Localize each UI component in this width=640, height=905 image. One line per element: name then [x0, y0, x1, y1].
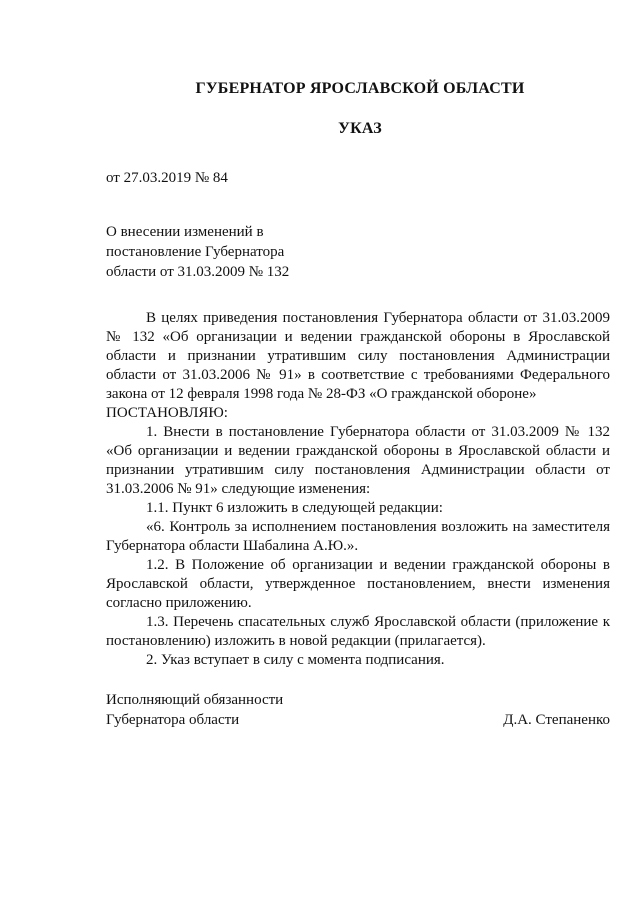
clause-1-2: 1.2. В Положение об организации и ведении гражданской обороны в Ярославской области, утвержденное постановлением, внести изменения согласно приложению.	[106, 557, 610, 611]
subject-block	[106, 222, 289, 282]
authority-title: ГУБЕРНАТОР ЯРОСЛАВСКОЙ ОБЛАСТИ	[195, 80, 525, 97]
clause-1: 1. Внести в постановление Губернатора области от 31.03.2009 № 132 «Об организации и ведении гражданской обороны в Ярославской области и признании утратившим силу постановления Администрации области от 31.03.2006 № 91» следующие изменения:	[106, 424, 610, 497]
subject-line: О внесении изменений в	[106, 224, 264, 240]
preamble-paragraph: В целях приведения постановления Губернатора области от 31.03.2009 № 132 «Об организации и ведении гражданской обороны в Ярославской области и признании утратившим силу постановления Администрации области от 31.03.2006 № 91» в соответствие с требованиями Федерального закона от 12 февраля 1998 года № 28-ФЗ «О гражданской обороне»	[106, 310, 610, 402]
signatory-position-line1: Исполняющий обязанности	[106, 692, 284, 708]
signature-block	[106, 690, 610, 730]
document-type-title: УКАЗ	[338, 120, 382, 137]
subject-line: области от 31.03.2009 № 132	[106, 264, 290, 280]
clause-2: 2. Указ вступает в силу с момента подписания.	[146, 652, 445, 668]
subject-line: постановление Губернатора	[106, 244, 285, 260]
resolve-word: ПОСТАНОВЛЯЮ:	[106, 405, 228, 421]
document-body	[106, 309, 610, 670]
clause-1-3: 1.3. Перечень спасательных служб Ярославской области (приложение к постановлению) изложить в новой редакции (прилагается).	[106, 614, 610, 649]
clause-1-1: 1.1. Пункт 6 изложить в следующей редакции:	[146, 500, 443, 516]
signatory-position-line2: Губернатора области	[106, 712, 240, 728]
date-and-number: от 27.03.2019 № 84	[106, 170, 228, 186]
clause-1-1-text: «6. Контроль за исполнением постановления возложить на заместителя Губернатора области Шабалина А.Ю.».	[106, 519, 610, 554]
signatory-name: Д.А. Степаненко	[503, 712, 610, 728]
